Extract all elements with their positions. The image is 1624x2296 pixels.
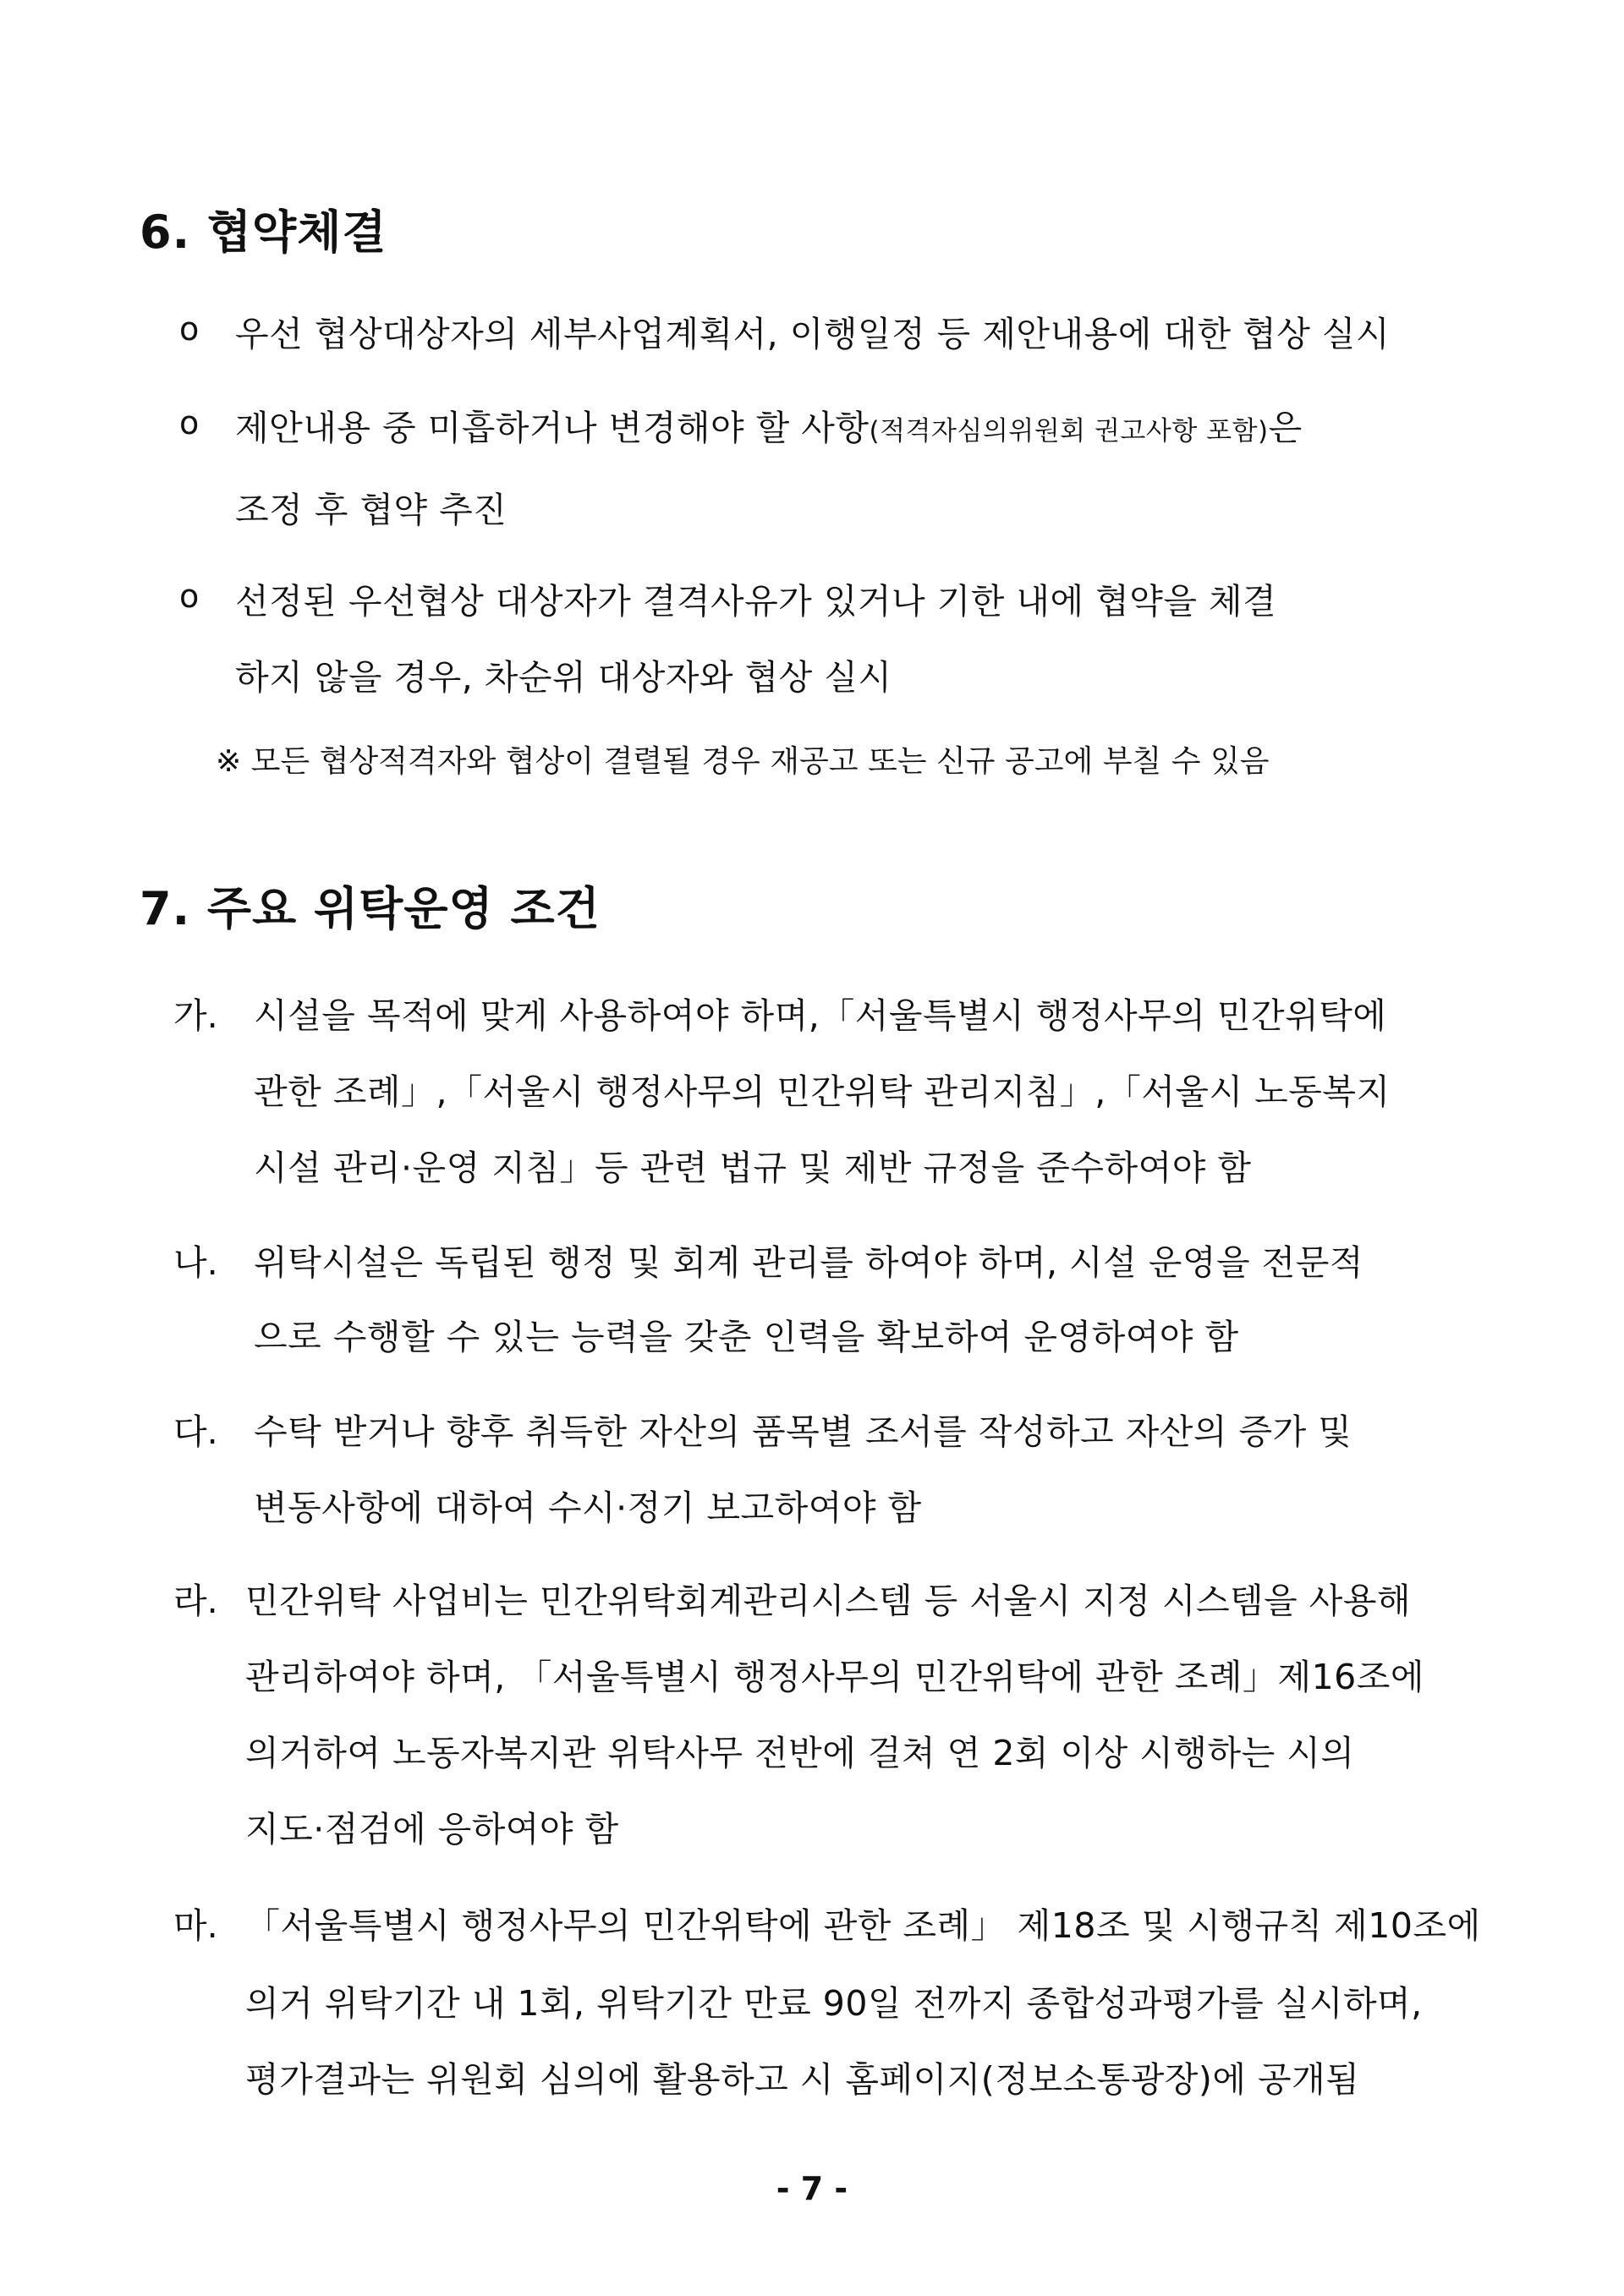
section-7-item-da-line-2: 변동사항에 대하여 수시·정기 보고하여야 함 (254, 1488, 922, 1528)
list-marker-da: 다. (173, 1411, 218, 1452)
section-6-heading: 6. 협약체결 (140, 205, 387, 259)
section-7-item-na-line-1: 위탁시설은 독립된 행정 및 회계 관리를 하여야 하며, 시설 운영을 전문적 (254, 1242, 1363, 1283)
section-6-item-3: 선정된 우선협상 대상자가 결격사유가 있거나 기한 내에 협약을 체결 (235, 581, 1277, 622)
section-6-note: ※ 모든 협상적격자와 협상이 결렬될 경우 재공고 또는 신규 공고에 부칠 수 있음 (216, 744, 1270, 779)
section-6-item-2-suffix: 은 (1268, 408, 1303, 448)
bullet-marker: o (179, 578, 200, 615)
list-marker-ma: 마. (173, 1905, 218, 1946)
section-7-item-ga-line-1: 시설을 목적에 맞게 사용하여야 하며,「서울특별시 행정사무의 민간위탁에 (254, 995, 1387, 1036)
section-6-item-1: 우선 협상대상자의 세부사업계획서, 이행일정 등 제안내용에 대한 협상 실시 (235, 314, 1391, 354)
section-6-item-2-text: 제안내용 중 미흡하거나 변경해야 할 사항 (235, 408, 870, 448)
list-marker-ra: 라. (173, 1581, 218, 1621)
section-6-item-2 (235, 400, 1303, 450)
section-7-item-ra-line-2: 관리하여야 하며, 「서울특별시 행정사무의 민간위탁에 관한 조례」제16조에 (245, 1657, 1424, 1697)
section-6-item-2-continuation: 조정 후 협약 추진 (235, 490, 508, 530)
section-7-item-ga-line-3: 시설 관리·운영 지침」등 관련 법규 및 제반 규정을 준수하여야 함 (254, 1148, 1252, 1188)
section-7-item-da-line-1: 수탁 받거나 향후 취득한 자산의 품목별 조서를 작성하고 자산의 증가 및 (254, 1411, 1352, 1452)
section-7-item-ma-line-3: 평가결과는 위원회 심의에 활용하고 시 홈페이지(정보소통광장)에 공개됨 (245, 2059, 1360, 2100)
section-6-item-3-continuation: 하지 않을 경우, 차순위 대상자와 협상 실시 (235, 657, 892, 698)
list-marker-ga: 가. (173, 995, 218, 1036)
section-7-item-ra-line-4: 지도·점검에 응하여야 함 (245, 1809, 619, 1849)
bullet-marker: o (179, 310, 200, 348)
section-7-item-ra-line-1: 민간위탁 사업비는 민간위탁회계관리시스템 등 서울시 지정 시스템을 사용해 (245, 1581, 1412, 1621)
list-marker-na: 나. (173, 1242, 218, 1283)
section-7-item-na-line-2: 으로 수행할 수 있는 능력을 갖춘 인력을 확보하여 운영하여야 함 (254, 1317, 1239, 1357)
section-7-item-ma-line-1: 「서울특별시 행정사무의 민간위탁에 관한 조례」 제18조 및 시행규칙 제10조에 (245, 1905, 1481, 1946)
section-6-item-2-parenthetical: (적격자심의위원회 권고사항 포함) (869, 416, 1269, 447)
section-7-item-ga-line-2: 관한 조례」,「서울시 행정사무의 민간위탁 관리지침」,「서울시 노동복지 (254, 1071, 1391, 1112)
page-number: - 7 - (776, 2170, 848, 2207)
section-7-item-ra-line-3: 의거하여 노동자복지관 위탁사무 전반에 걸쳐 연 2회 이상 시행하는 시의 (245, 1733, 1355, 1773)
section-7-heading: 7. 주요 위탁운영 조건 (140, 882, 601, 935)
section-7-item-ma-line-2: 의거 위탁기간 내 1회, 위탁기간 만료 90일 전까지 종합성과평가를 실시하며, (245, 1983, 1423, 2024)
bullet-marker: o (179, 404, 200, 441)
